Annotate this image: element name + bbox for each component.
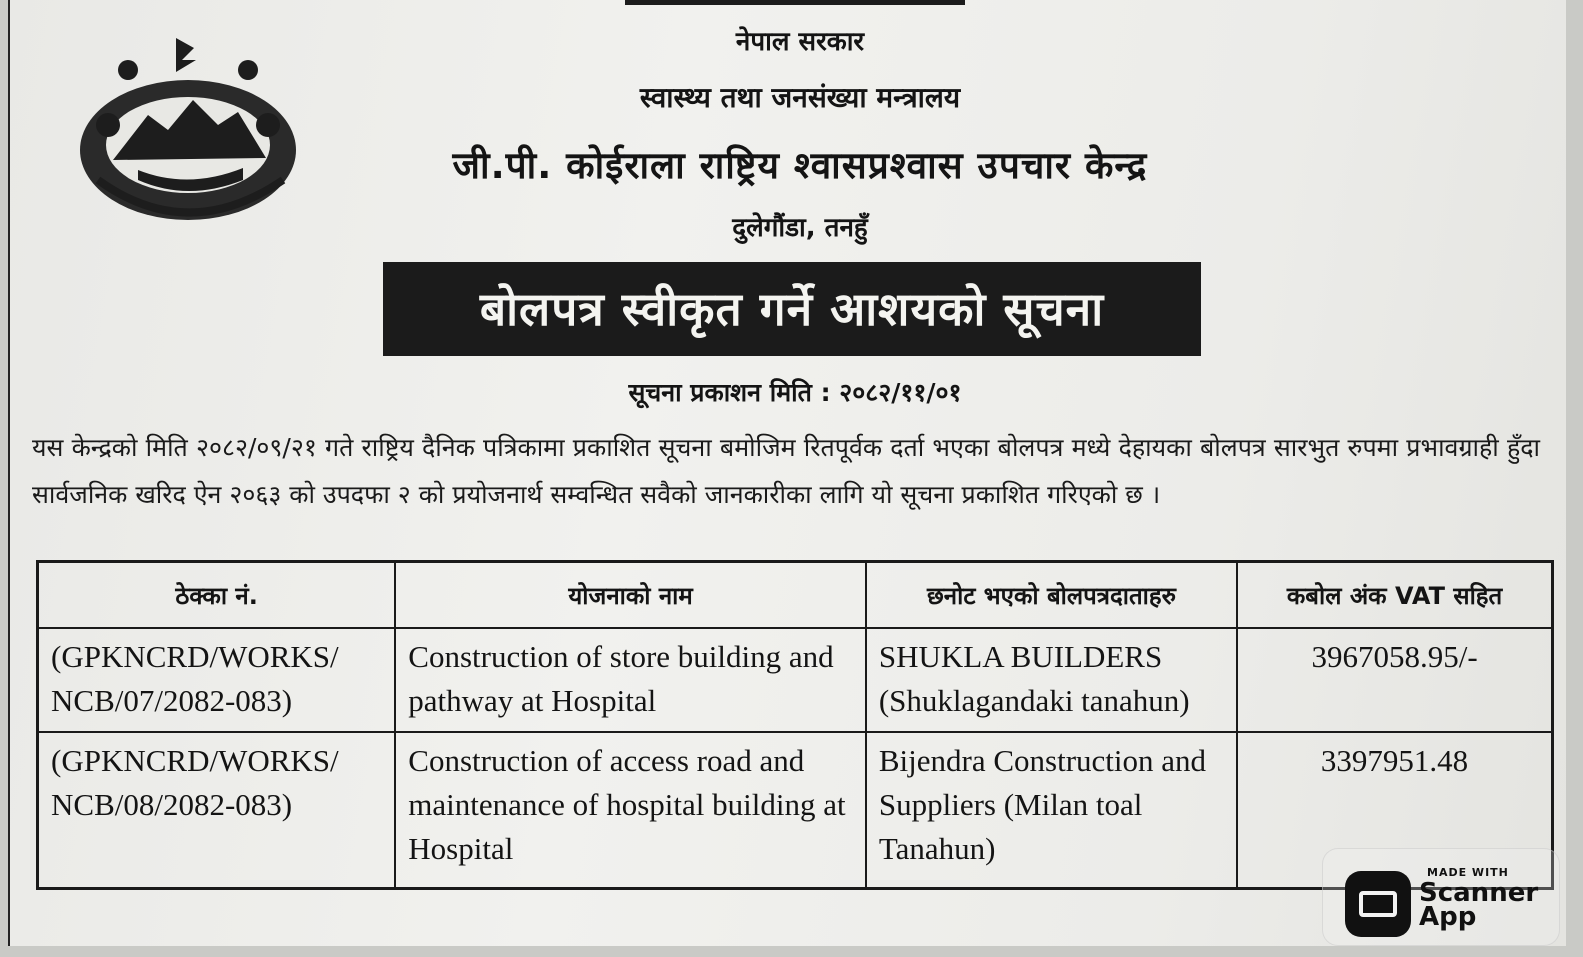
column-header-bidder: छनोट भएको बोलपत्रदाताहरु	[866, 562, 1237, 629]
notice-body: यस केन्द्रको मिति २०८२/०९/२१ गते राष्ट्रिय दैनिक पत्रिकामा प्रकाशित सूचना बमोजिम रितपूर्वक दर्ता भएका बोलपत्र मध्ये देहायका बोलपत्र सारभुत रुपमा प्रभावग्राही हुँदा सार्वजनिक खरिद ऐन २०६३ को उपदफा २ को प्रयोजनार्थ सम्वन्धित सवैको जानकारीका लागि यो सूचना प्रकाशित गरिएको छ ।	[32, 433, 1540, 509]
column-header-contract-no: ठेक्का नं.	[38, 562, 396, 629]
scanner-app-icon	[1345, 871, 1411, 937]
notice-title-banner: बोलपत्र स्वीकृत गर्ने आशयको सूचना	[383, 262, 1201, 356]
nepal-emblem-icon	[68, 30, 308, 230]
cell-contract-no: (GPKNCRD/WORKS/ NCB/08/2082-083)	[38, 732, 396, 889]
cell-amount: 3397951.48	[1237, 732, 1552, 889]
column-header-project: योजनाको नाम	[395, 562, 866, 629]
institution-name: जी.पी. कोईराला राष्ट्रिय श्वासप्रश्वास उपचार केन्द्र	[452, 144, 1148, 187]
ministry-name: स्वास्थ्य तथा जनसंख्या मन्त्रालय	[639, 81, 961, 114]
scanner-app-watermark	[1322, 848, 1560, 946]
government-name: नेपाल सरकार	[735, 27, 865, 57]
watermark-made-with: MADE WITH	[1427, 866, 1509, 879]
top-rule	[625, 0, 965, 5]
cell-project: Construction of access road and maintenance of hospital building at Hospital	[395, 732, 866, 889]
column-header-amount: कबोल अंक VAT सहित	[1237, 562, 1552, 629]
cell-bidder: Bijendra Construction and Suppliers (Milan toal Tanahun)	[866, 732, 1237, 889]
cell-amount: 3967058.95/-	[1237, 628, 1552, 732]
publication-date: सूचना प्रकाशन मिति : २०८२/११/०१	[628, 378, 962, 407]
cell-contract-no: (GPKNCRD/WORKS/ NCB/07/2082-083)	[38, 628, 396, 732]
watermark-app-name: Scanner App	[1419, 878, 1539, 932]
table-header-row	[38, 562, 1553, 629]
newspaper-clipping	[8, 0, 1566, 946]
cell-project: Construction of store building and pathway at Hospital	[395, 628, 866, 732]
cell-bidder: SHUKLA BUILDERS (Shuklagandaki tanahun)	[866, 628, 1237, 732]
institution-location: दुलेगौंडा, तनहुँ	[732, 213, 868, 243]
bid-table	[36, 560, 1554, 890]
table-row	[38, 628, 1553, 732]
